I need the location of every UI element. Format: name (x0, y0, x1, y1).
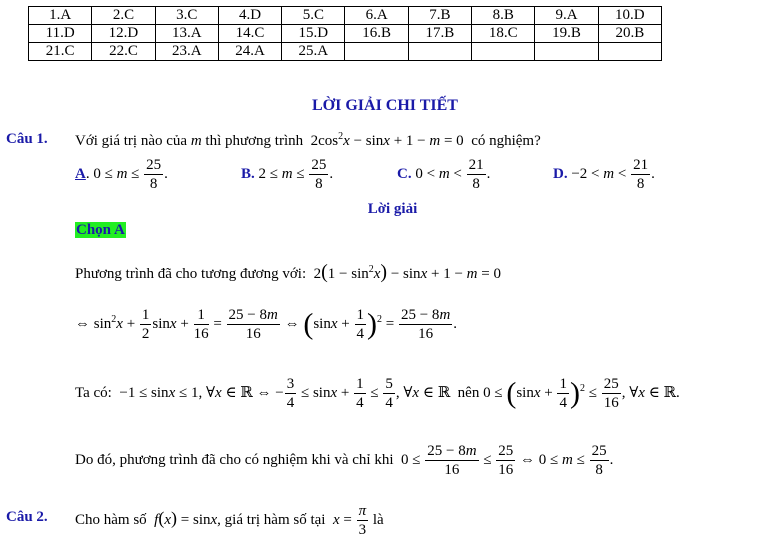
answer-cell: 16.B (345, 25, 408, 43)
q1-text-b: thì phương trình (205, 133, 304, 149)
answer-cell (472, 43, 535, 61)
answer-cell (598, 43, 661, 61)
answer-cell: 24.A (218, 43, 281, 61)
answer-cell: 11.D (29, 25, 92, 43)
q1-text-c: có nghiệm? (471, 133, 541, 149)
question-1-text (75, 131, 541, 150)
answer-cell: 1.A (29, 7, 92, 25)
option-a[interactable]: A. 0 ≤ m ≤ $\frac{25}{8}$ . (75, 157, 168, 192)
answer-cell (408, 43, 471, 61)
answer-cell: 14.C (218, 25, 281, 43)
answer-cell: 8.B (472, 7, 535, 25)
q1-equation: $2\cos^2x - \sin x + 1 - m = 0$ (306, 131, 468, 149)
answer-cell: 6.A (345, 7, 408, 25)
answer-cell: 17.B (408, 25, 471, 43)
option-c-label: C. (397, 165, 412, 182)
answer-cell (345, 43, 408, 61)
answer-cell: 19.B (535, 25, 598, 43)
answer-cell: 15.D (282, 25, 345, 43)
answer-row (29, 43, 662, 61)
answer-cell: 21.C (29, 43, 92, 61)
answer-cell: 23.A (155, 43, 218, 61)
step4-text: Do đó, phương trình đã cho có nghiệm khi và chỉ khi (75, 451, 394, 468)
answer-cell: 7.B (408, 7, 471, 25)
answer-cell: 12.D (92, 25, 155, 43)
q2-text-a: Cho hàm số (75, 511, 147, 528)
answer-row (29, 25, 662, 43)
option-d-label: D. (553, 165, 568, 182)
answer-cell (535, 43, 598, 61)
option-d[interactable]: D. −2 < m < $\frac{21}{8}$ . (553, 157, 655, 192)
answer-cell: 25.A (282, 43, 345, 61)
answer-cell: 18.C (472, 25, 535, 43)
q1-text-a: Với giá trị nào của (75, 133, 188, 149)
option-a-label: A (75, 165, 86, 182)
step1-text: Phương trình đã cho tương đương với: (75, 266, 307, 282)
option-c[interactable]: C. 0 < m < $\frac{21}{8}$ . (397, 157, 491, 192)
answer-cell: 5.C (282, 7, 345, 25)
answer-cell: 4.D (218, 7, 281, 25)
answer-cell: 9.A (535, 7, 598, 25)
q2-text-b: , giá trị hàm số tại (217, 511, 326, 528)
answer-cell: 20.B (598, 25, 661, 43)
solution-heading: Lời giải (367, 201, 418, 217)
question-1 (6, 131, 48, 148)
option-b[interactable]: B. 2 ≤ m ≤ $\frac{25}{8}$ . (241, 157, 334, 192)
step3-text-a: Ta có: (75, 384, 112, 401)
answer-table (28, 6, 662, 61)
solution-step-4: Do đó, phương trình đã cho có nghiệm khi và chỉ khi 0 ≤ $\frac{25 - 8m}{16}$ ≤ $\frac{25}{16}$ ⇔ 0 ≤ m ≤ $\frac{25}{8}$ . (75, 443, 614, 478)
question-2-text: Cho hàm số f(x) = sinx, giá trị hàm số tại x = $\frac{\pi}{3}$ là (75, 503, 384, 538)
chosen-answer: Chọn A (76, 222, 125, 238)
answer-cell: 2.C (92, 7, 155, 25)
q2-text-c: là (372, 511, 384, 528)
q1-var: m (190, 133, 202, 149)
answer-cell: 10.D (598, 7, 661, 25)
step3-text-b: nên (457, 384, 480, 401)
section-title: LỜI GIẢI CHI TIẾT (312, 97, 458, 114)
answer-cell: 3.C (155, 7, 218, 25)
solution-step-2: ⇔ $\sin^2x$ + $\frac{1}{2}$ sinx + $\frac{1}{16}$ = $\frac{25 - 8m}{16}$ ⇔ (sinx + $\frac{1}{4}$ )$^2$ = $\frac{25 - 8m}{16}$ . (75, 307, 458, 342)
solution-step-1: Phương trình đã cho tương đương với: $2(1 - \sin^2x) - \sin x + 1 - m = 0$ (75, 261, 501, 283)
answer-cell: 22.C (92, 43, 155, 61)
solution-step-3: Ta có: −1 ≤ sinx ≤ 1, ∀x ∈ ℝ ⇔ − $\frac{3}{4}$ ≤ sinx + $\frac{1}{4}$ ≤ $\frac{5}{4}$ , ∀x ∈ ℝ nên 0 ≤ (sinx + $\frac{1}{4}$ )$^2$ ≤ $\frac{25}{16}$ , ∀x ∈ ℝ. (75, 376, 680, 411)
option-b-label: B. (241, 165, 255, 182)
answer-cell: 13.A (155, 25, 218, 43)
question-2-label: Câu 2. (6, 509, 48, 525)
question-1-label: Câu 1. (6, 131, 48, 147)
answer-row (29, 7, 662, 25)
